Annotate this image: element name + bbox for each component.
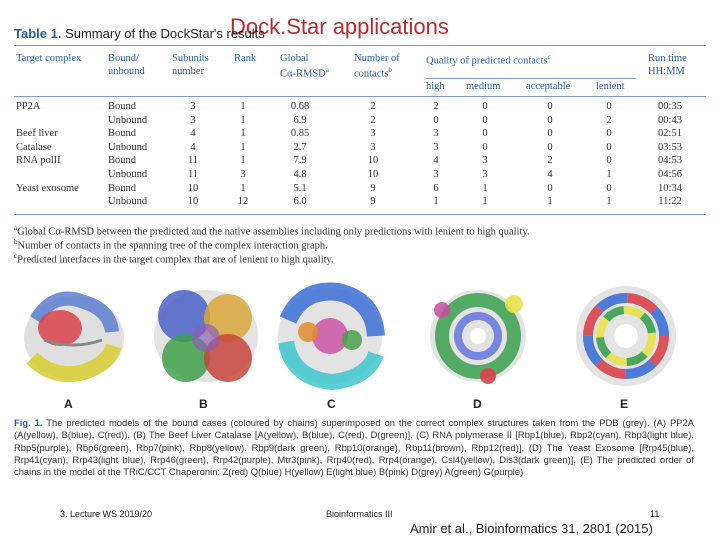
table-cell-acceptable: 0	[547, 114, 553, 126]
header-bound: Bound/	[108, 53, 139, 64]
header-contacts-2: contacts$^b$	[354, 66, 392, 80]
table-bottom-rule	[14, 214, 706, 215]
table-cell-high: 0	[433, 114, 439, 126]
panel-label-b: B	[199, 397, 208, 411]
figure-caption-text: The predicted models of the bound cases (coloured by chains) superimposed on the correct complex structures taken from the PDB (grey). (A) PP2A (A(yellow), B(blue), C(red)), (B) The Beef Liver Catalase [A(yellow), B(blue), C(red), D(green)], (C) RNA polymerase II [Rbp1(blue), Rbp2(cyan), Rbp3(light blue), Rbp5(purple), Rbp6(green), Rbp7(pink), Rbp8(yellow), Rbp9(dark green), Rbp10(orange), Rbp11(brown), Rbp12(red)], (D) The Yeast Exosome [Rrp45(blue), Rrp41(cyan), Rrp43(light blue), Rrp46(green), Rrp42(purple), Mtr3(pink), Rrp40(red), Rrp4(orange), Csl4(yellow), Dis3(dark green)], (E) The predicted order of chains in the model of the TRiC/CCT Chaperonin: Z(red) Q(blue) H(yellow) E(light blue) B(pink) D(grey) A(green) G(purple)	[14, 417, 694, 478]
table-cell-high: 6	[433, 182, 439, 194]
footnote-c: $^c$Predicted interfaces in the target complex that are of lenient to high quality.	[14, 252, 334, 266]
table-cell-bound: Bound	[108, 101, 137, 112]
table-cell-rank: 1	[240, 101, 246, 112]
table-cell-bound: Unbound	[108, 114, 148, 126]
table-cell-contacts: 3	[370, 128, 376, 140]
table-cell-lenient: 0	[606, 182, 612, 194]
table-cell-runtime: 00:43	[658, 114, 682, 126]
table-cell-medium: 1	[482, 182, 488, 194]
table-cell-high: 3	[433, 169, 439, 180]
table-cell-rmsd: 5.1	[293, 182, 307, 194]
table-cell-rmsd: 2.7	[293, 141, 307, 153]
table-cell-contacts: 2	[370, 101, 376, 112]
table-cell-lenient: 0	[606, 101, 612, 112]
table-cell-high: 1	[433, 196, 439, 208]
table-cell-rank: 1	[240, 114, 246, 126]
table-cell-lenient: 0	[606, 141, 612, 153]
header-acceptable: acceptable	[526, 81, 571, 92]
table-cell-rmsd: 0.68	[290, 101, 310, 112]
table-cell-bound: Bound	[108, 182, 137, 194]
panel-a-structure	[14, 280, 132, 390]
table-cell-runtime: 10:34	[658, 182, 682, 194]
header-rmsd: Global	[280, 53, 309, 64]
table-cell-rmsd: 0.85	[290, 128, 310, 140]
table-cell-bound: Unbound	[108, 141, 148, 153]
panel-d-structure	[418, 280, 536, 390]
table-cell-target: Catalase	[16, 141, 52, 153]
footer-course: Bioinformatics III	[326, 509, 393, 519]
table-cell-high: 2	[433, 101, 439, 112]
table-header-rule	[14, 96, 706, 97]
table-cell-medium: 0	[482, 101, 488, 112]
header-lenient: lenient	[596, 81, 625, 92]
slide-title: Dock.Star applications	[230, 14, 449, 39]
panel-b-structure	[146, 280, 264, 390]
table-cell-acceptable: 0	[547, 128, 553, 140]
table-cell-contacts: 9	[370, 196, 376, 208]
table-cell-acceptable: 0	[547, 182, 553, 194]
table-cell-acceptable: 1	[547, 196, 553, 208]
table-cell-runtime: 04:56	[658, 169, 682, 180]
table-cell-rmsd: 6.0	[293, 196, 307, 208]
header-contacts: Number of	[354, 53, 400, 64]
table-cell-target: Beef liver	[16, 128, 58, 140]
table-cell-bound: Bound	[108, 155, 137, 167]
table-cell-medium: 3	[482, 155, 488, 167]
table-cell-runtime: 04:53	[658, 155, 682, 167]
table-cell-subunits: 4	[190, 128, 196, 140]
table-cell-lenient: 1	[606, 196, 612, 208]
table-cell-acceptable: 4	[547, 169, 553, 180]
header-target: Target complex	[16, 53, 82, 64]
table-cell-lenient: 0	[606, 155, 612, 167]
panel-label-a: A	[64, 397, 73, 411]
table-cell-high: 4	[433, 155, 439, 167]
table-cell-medium: 0	[482, 141, 488, 153]
panel-label-e: E	[620, 397, 629, 411]
header-subunits: Subunits	[172, 53, 209, 64]
table-cell-rmsd: 7.9	[293, 155, 307, 167]
table-cell-lenient: 2	[606, 114, 612, 126]
header-rmsd-2: Cα-RMSD$^a$	[280, 66, 329, 80]
table-cell-lenient: 1	[606, 169, 612, 180]
table-cell-contacts: 9	[370, 182, 376, 194]
figure-caption	[14, 417, 694, 478]
table-cell-target: RNA polII	[16, 155, 61, 167]
table-cell-lenient: 0	[606, 128, 612, 140]
quality-subrule	[426, 78, 636, 79]
table-cell-target: PP2A	[16, 101, 41, 112]
header-high: high	[426, 81, 445, 92]
table-cell-medium: 1	[482, 196, 488, 208]
table-cell-subunits: 11	[187, 155, 199, 167]
table-cell-subunits: 3	[190, 101, 196, 112]
table-cell-acceptable: 0	[547, 101, 553, 112]
table-cell-bound: Unbound	[108, 169, 148, 180]
table-cell-target: Yeast exosome	[16, 182, 79, 194]
table-cell-acceptable: 0	[547, 141, 553, 153]
citation: Amir et al., Bioinformatics 31, 2801 (2015)	[410, 521, 653, 536]
header-medium: medium	[466, 81, 501, 92]
table-cell-medium: 0	[482, 114, 488, 126]
table-cell-high: 3	[433, 141, 439, 153]
footnote-a: $^a$Global Cα-RMSD between the predicted and the native assemblies including only predictions with lenient to high quality.	[14, 224, 530, 238]
table-cell-rank: 1	[240, 141, 246, 153]
table-cell-bound: Bound	[108, 128, 137, 140]
footer-lecture: 3. Lecture WS 2019/20	[60, 509, 153, 519]
table-cell-rank: 1	[240, 128, 246, 140]
table-cell-contacts: 10	[367, 155, 379, 167]
table-cell-runtime: 03:53	[658, 141, 682, 153]
panel-c-structure	[272, 280, 390, 390]
table-top-rule	[14, 45, 706, 46]
table-cell-rmsd: 6.9	[293, 114, 307, 126]
table-cell-runtime: 11:22	[658, 196, 682, 208]
header-runtime: Run time	[648, 53, 687, 64]
footer-page-number: 11	[650, 509, 660, 519]
table-cell-runtime: 00:35	[658, 101, 682, 112]
table-cell-contacts: 10	[367, 169, 379, 180]
table-caption-text: Summary of the DockStar's results	[65, 26, 265, 41]
table-cell-medium: 0	[482, 128, 488, 140]
panel-label-c: C	[327, 397, 336, 411]
figure-caption-label: Fig. 1.	[14, 417, 43, 428]
table-cell-rank: 12	[237, 196, 249, 208]
table-cell-rank: 1	[240, 182, 246, 194]
table-cell-subunits: 10	[187, 182, 199, 194]
table-caption	[14, 26, 265, 41]
table-cell-medium: 3	[482, 169, 488, 180]
header-quality: Quality of predicted contacts$^c$	[426, 53, 551, 67]
table-cell-subunits: 4	[190, 141, 196, 153]
table-cell-high: 3	[433, 128, 439, 140]
panel-e-structure	[566, 280, 684, 390]
table-cell-runtime: 02:51	[658, 128, 682, 140]
header-rank: Rank	[234, 53, 257, 64]
footnote-b: $^b$Number of contacts in the spanning tree of the complex interaction graph.	[14, 238, 328, 252]
table-caption-label: Table 1.	[14, 26, 62, 41]
table-cell-acceptable: 2	[547, 155, 553, 167]
header-subunits-2: number	[172, 66, 205, 77]
table-cell-contacts: 3	[370, 141, 376, 153]
table-cell-subunits: 10	[187, 196, 199, 208]
header-bound-2: unbound	[108, 66, 145, 77]
table-cell-rmsd: 4.8	[293, 169, 307, 180]
header-runtime-2: HH:MM	[648, 66, 685, 77]
table-cell-subunits: 11	[187, 169, 199, 180]
table-cell-contacts: 2	[370, 114, 376, 126]
panel-label-d: D	[473, 397, 482, 411]
table-cell-rank: 1	[240, 155, 246, 167]
table-cell-bound: Unbound	[108, 196, 148, 208]
table-cell-subunits: 3	[190, 114, 196, 126]
table-cell-rank: 3	[240, 169, 246, 180]
